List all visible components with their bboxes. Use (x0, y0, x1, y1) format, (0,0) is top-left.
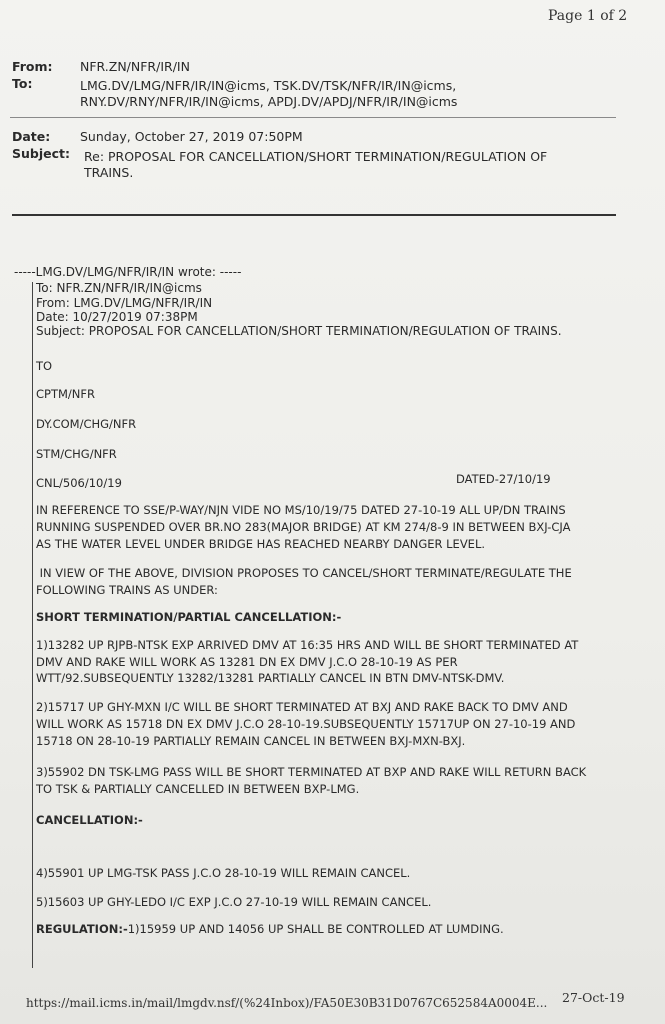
letter-to: TO (36, 359, 53, 373)
item5: 5)15603 UP GHY-LEDO I/C EXP J.C.O 27-10-19 WILL REMAIN CANCEL. (36, 895, 432, 909)
regulation-text: 1)15959 UP AND 14056 UP SHALL BE CONTROLLED AT LUMDING. (127, 922, 504, 936)
to-label: To: (12, 76, 33, 91)
item2-line-1: 2)15717 UP GHY-MXN I/C WILL BE SHORT TERMINATED AT BXJ AND RAKE BACK TO DMV AND (36, 700, 568, 714)
item2-line-2: WILL WORK AS 15718 DN EX DMV J.C.O 28-10-19.SUBSEQUENTLY 15717UP ON 27-10-19 AND (36, 717, 576, 731)
para2-line-1: IN VIEW OF THE ABOVE, DIVISION PROPOSES TO CANCEL/SHORT TERMINATE/REGULATE THE (36, 566, 572, 580)
item1-line-2: DMV AND RAKE WILL WORK AS 13281 DN EX DMV J.C.O 28-10-19 AS PER (36, 655, 458, 669)
item4: 4)55901 UP LMG-TSK PASS J.C.O 28-10-19 WILL REMAIN CANCEL. (36, 866, 411, 880)
letter-dated: DATED-27/10/19 (456, 472, 551, 486)
para1-line-2: RUNNING SUSPENDED OVER BR.NO 283(MAJOR BRIDGE) AT KM 274/8-9 IN BETWEEN BXJ-CJA (36, 520, 571, 534)
quoted-date: Date: 10/27/2019 07:38PM (36, 310, 198, 324)
letter-addr-1: CPTM/NFR (36, 387, 95, 401)
regulation-label: REGULATION:- (36, 922, 128, 936)
date-label: Date: (12, 129, 51, 144)
section-cancellation: CANCELLATION:- (36, 813, 143, 827)
header-divider (10, 117, 616, 118)
regulation-line (36, 921, 504, 937)
quoted-to: To: NFR.ZN/NFR/IR/IN@icms (36, 281, 202, 295)
section-short-termination: SHORT TERMINATION/PARTIAL CANCELLATION:- (36, 610, 342, 624)
quoted-wrote-line: -----LMG.DV/LMG/NFR/IR/IN wrote: ----- (14, 265, 242, 279)
footer-date: 27-Oct-19 (562, 990, 625, 1005)
from-value: NFR.ZN/NFR/IR/IN (80, 59, 190, 74)
para1-line-1: IN REFERENCE TO SSE/P-WAY/NJN VIDE NO MS/10/19/75 DATED 27-10-19 ALL UP/DN TRAINS (36, 503, 566, 517)
page-number: Page 1 of 2 (548, 8, 628, 24)
quote-bar (32, 282, 33, 968)
date-value: Sunday, October 27, 2019 07:50PM (80, 129, 303, 144)
subject-line-1: Re: PROPOSAL FOR CANCELLATION/SHORT TERMINATION/REGULATION OF (84, 149, 548, 164)
header-bottom-rule (12, 214, 616, 216)
para1-line-3: AS THE WATER LEVEL UNDER BRIDGE HAS REACHED NEARBY DANGER LEVEL. (36, 537, 486, 551)
letter-ref-no: CNL/506/10/19 (36, 476, 122, 490)
item3-line-2: TO TSK & PARTIALLY CANCELLED IN BETWEEN BXP-LMG. (36, 782, 360, 796)
item3-line-1: 3)55902 DN TSK-LMG PASS WILL BE SHORT TERMINATED AT BXP AND RAKE WILL RETURN BACK (36, 765, 587, 779)
letter-addr-2: DY.COM/CHG/NFR (36, 417, 137, 431)
item1-line-3: WTT/92.SUBSEQUENTLY 13282/13281 PARTIALLY CANCEL IN BTN DMV-NTSK-DMV. (36, 671, 505, 685)
subject-label: Subject: (12, 146, 70, 161)
footer-url: https://mail.icms.in/mail/lmgdv.nsf/(%24Inbox)/FA50E30B31D0767C652584A0004E... (26, 996, 548, 1010)
quoted-subject: Subject: PROPOSAL FOR CANCELLATION/SHORT TERMINATION/REGULATION OF TRAINS. (36, 324, 562, 338)
letter-addr-3: STM/CHG/NFR (36, 447, 117, 461)
item2-line-3: 15718 ON 28-10-19 PARTIALLY REMAIN CANCEL IN BETWEEN BXJ-MXN-BXJ. (36, 734, 466, 748)
to-line-2: RNY.DV/RNY/NFR/IR/IN@icms, APDJ.DV/APDJ/NFR/IR/IN@icms (80, 94, 458, 109)
from-label: From: (12, 59, 53, 74)
item1-line-1: 1)13282 UP RJPB-NTSK EXP ARRIVED DMV AT 16:35 HRS AND WILL BE SHORT TERMINATED AT (36, 638, 579, 652)
quoted-from: From: LMG.DV/LMG/NFR/IR/IN (36, 296, 213, 310)
to-line-1: LMG.DV/LMG/NFR/IR/IN@icms, TSK.DV/TSK/NFR/IR/IN@icms, (80, 78, 457, 93)
subject-line-2: TRAINS. (84, 165, 134, 180)
para2-line-2: FOLLOWING TRAINS AS UNDER: (36, 583, 218, 597)
